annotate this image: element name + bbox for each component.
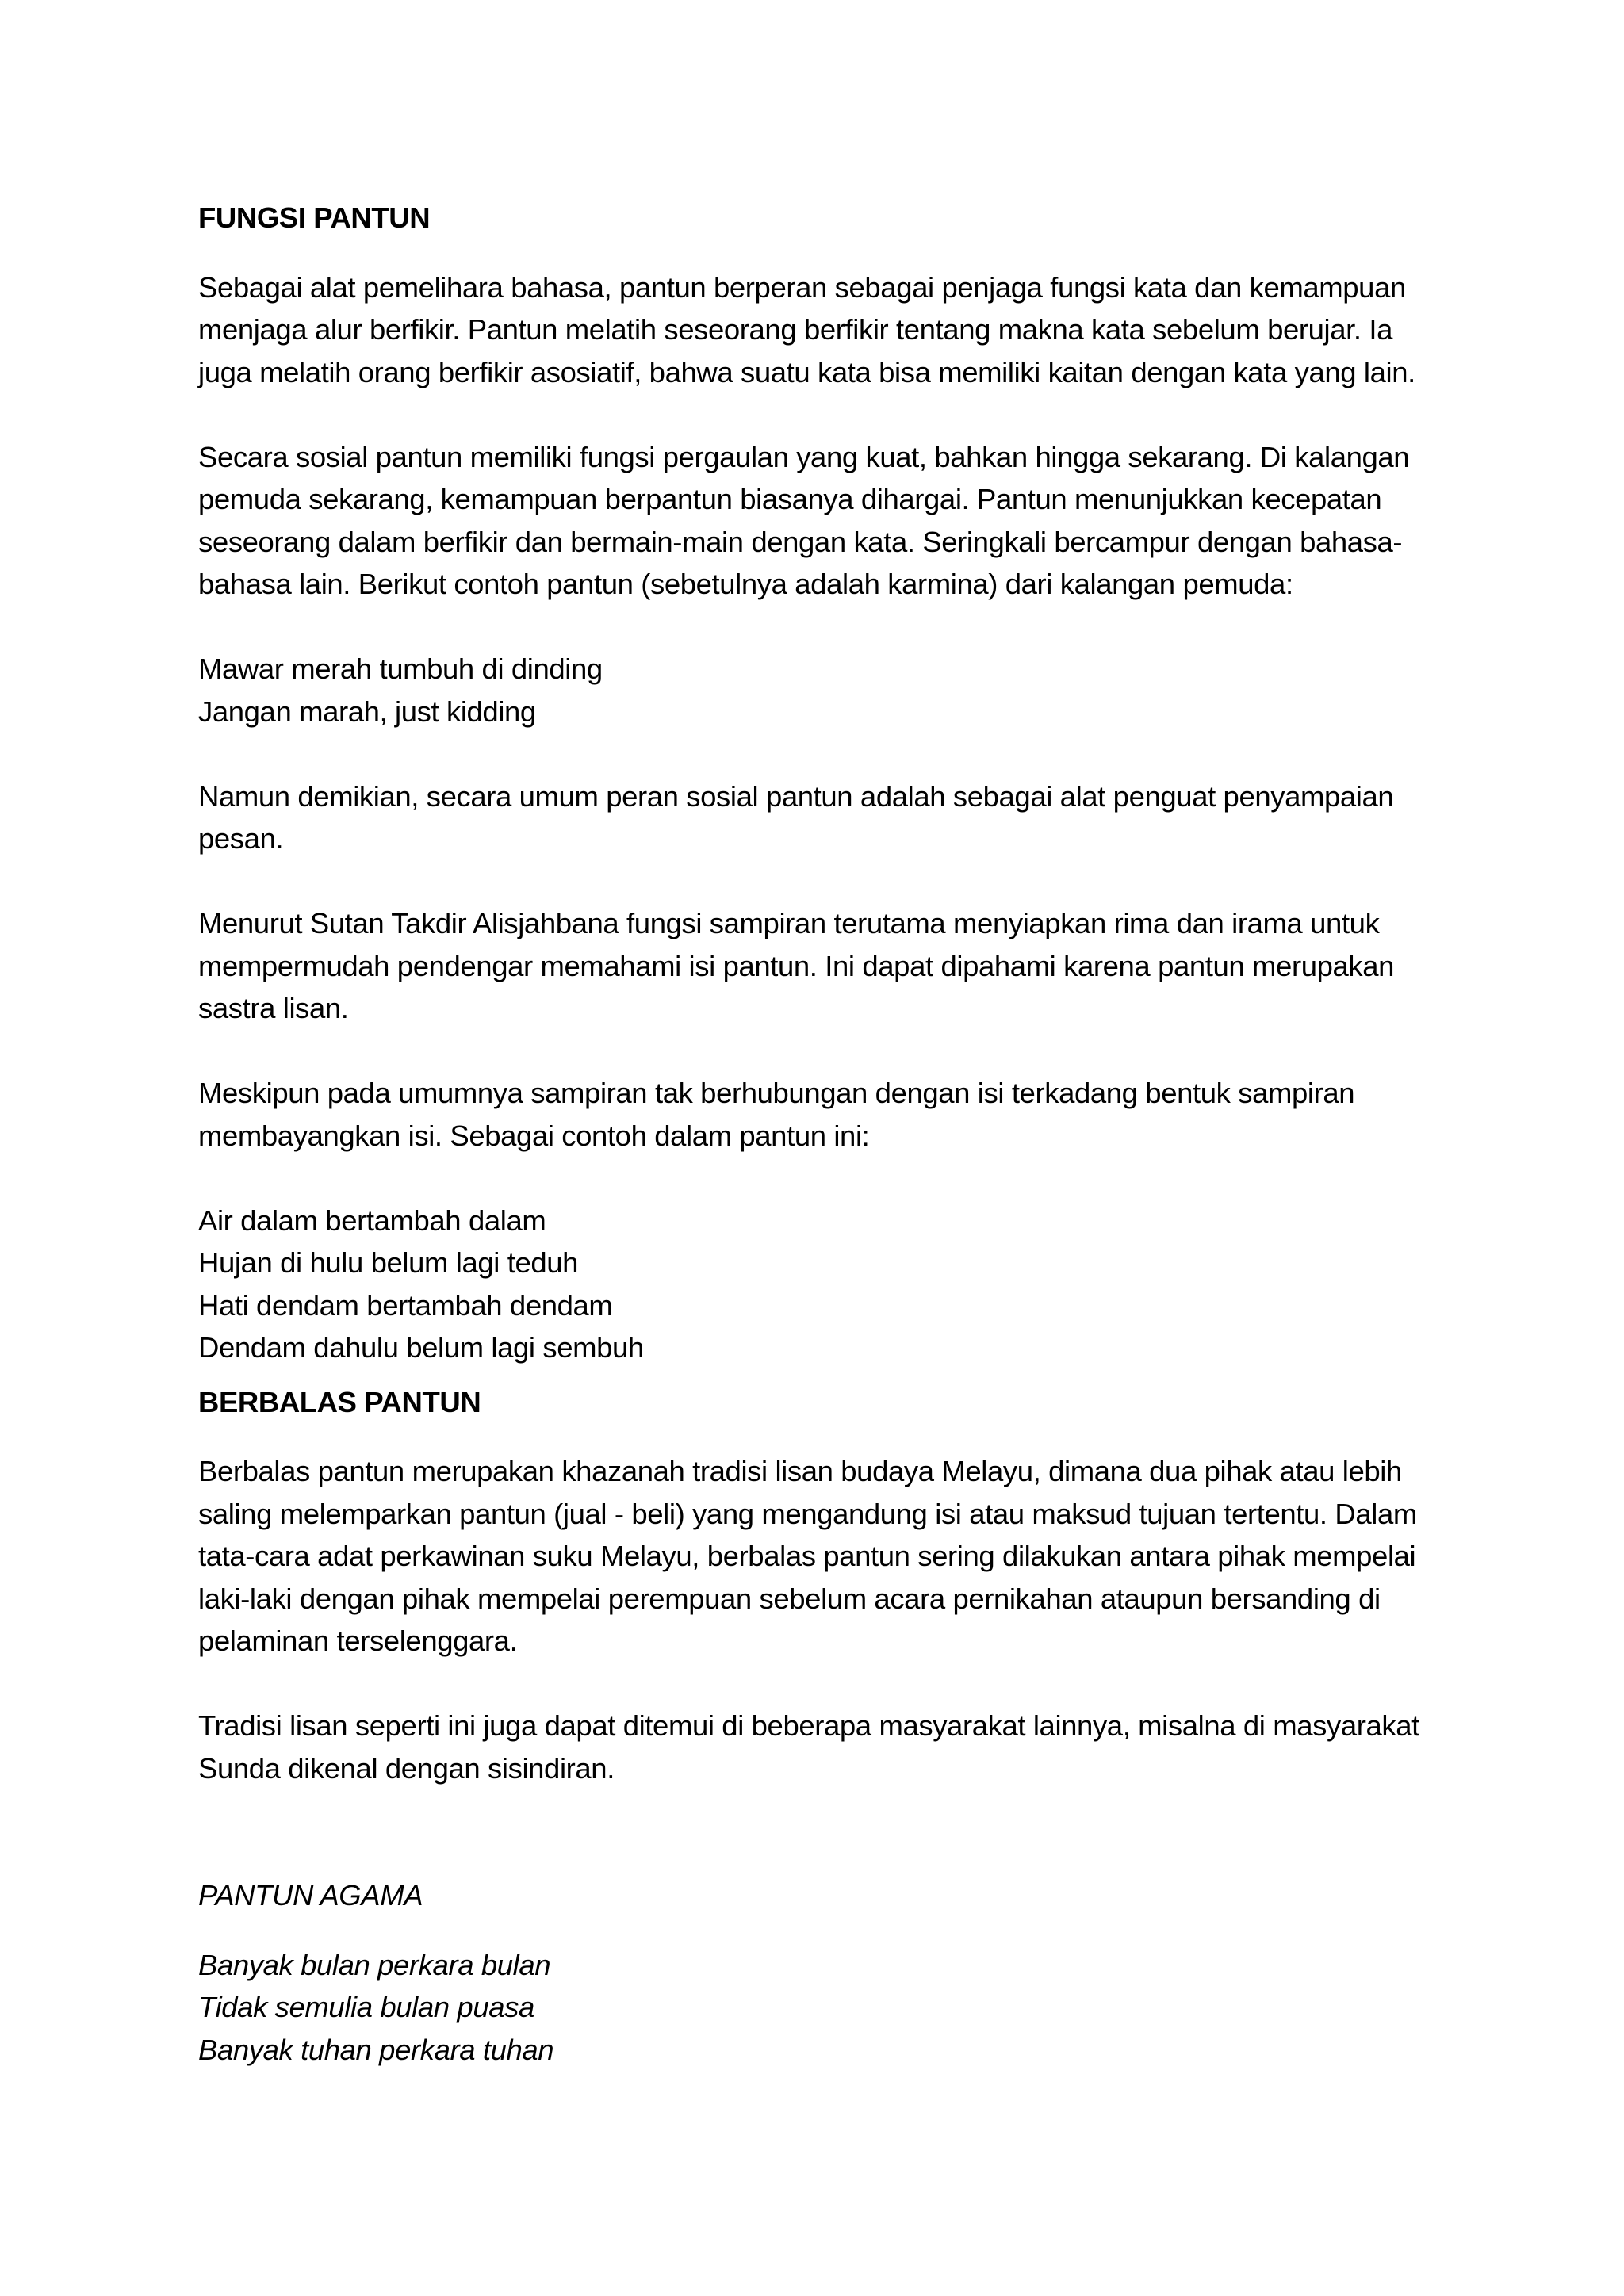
- paragraph-spacer: [198, 1030, 1435, 1073]
- verse-line: Tidak semulia bulan puasa: [198, 1991, 534, 2023]
- paragraph-line: Namun demikian, secara umum peran sosial pantun adalah sebagai alat penguat penyampaian: [198, 779, 1394, 813]
- paragraph-line: tata-cara adat perkawinan suku Melayu, berbalas pantun sering dilakukan antara pihak mempelai: [198, 1540, 1416, 1572]
- paragraph-line: seseorang dalam berfikir dan bermain-main dengan kata. Seringkali bercampur dengan bahasa-: [198, 525, 1403, 558]
- paragraph-line: mempermudah pendengar memahami isi pantun. Ini dapat dipahami karena pantun merupakan: [198, 949, 1395, 982]
- paragraph-spacer: [198, 1663, 1435, 1705]
- paragraph-line: pemuda sekarang, kemampuan berpantun biasanya dihargai. Pantun menunjukkan kecepatan: [198, 483, 1382, 515]
- verse-line: Air dalam bertambah dalam: [198, 1203, 546, 1237]
- paragraph-line: Sebagai alat pemelihara bahasa, pantun berperan sebagai penjaga fungsi kata dan kemampuan: [198, 270, 1406, 304]
- paragraph-fungsi-sosial: [198, 436, 1435, 606]
- paragraph-spacer: [198, 1157, 1435, 1200]
- paragraph-spacer: [198, 1789, 1435, 1874]
- paragraph-berbalas-pantun: [198, 1450, 1435, 1663]
- paragraph-sampiran: [198, 1072, 1435, 1157]
- verse-line: Mawar merah tumbuh di dinding: [198, 652, 603, 685]
- verse-line: Dendam dahulu belum lagi sembuh: [198, 1331, 644, 1364]
- verse-line: Hujan di hulu belum lagi teduh: [198, 1246, 579, 1279]
- paragraph-line: membayangkan isi. Sebagai contoh dalam pantun ini:: [198, 1119, 870, 1152]
- verse-karmina: [198, 648, 1435, 733]
- paragraph-spacer: [198, 733, 1435, 775]
- paragraph-line: menjaga alur berfikir. Pantun melatih seseorang berfikir tentang makna kata sebelum berujar. Ia: [198, 313, 1392, 346]
- paragraph-line: juga melatih orang berfikir asosiatif, bahwa suatu kata bisa memiliki kaitan dengan kata yang lain.: [198, 355, 1415, 388]
- paragraph-tradisi-lisan: [198, 1705, 1435, 1789]
- paragraph-line: Tradisi lisan seperti ini juga dapat ditemui di beberapa masyarakat lainnya, misalna di masyarakat: [198, 1709, 1419, 1742]
- paragraph-sutan-takdir: [198, 902, 1435, 1030]
- verse-pantun-agama: [198, 1944, 1435, 2072]
- paragraph-line: pelaminan terselenggara.: [198, 1624, 518, 1657]
- paragraph-line: Meskipun pada umumnya sampiran tak berhubungan dengan isi terkadang bentuk sampiran: [198, 1077, 1355, 1109]
- paragraph-line: sastra lisan.: [198, 992, 349, 1024]
- paragraph-peran-sosial: [198, 775, 1435, 860]
- paragraph-spacer: [198, 393, 1435, 436]
- verse-air-dalam: [198, 1200, 1435, 1369]
- paragraph-line: Sunda dikenal dengan sisindiran.: [198, 1751, 615, 1785]
- verse-line: Banyak bulan perkara bulan: [198, 1948, 551, 1981]
- heading-fungsi-pantun: FUNGSI PANTUN: [198, 201, 431, 234]
- paragraph-line: Berbalas pantun merupakan khazanah tradisi lisan budaya Melayu, dimana dua pihak atau lebih: [198, 1455, 1402, 1487]
- paragraph-line: saling melemparkan pantun (jual - beli) yang mengandung isi atau maksud tujuan tertentu. Dalam: [198, 1497, 1417, 1530]
- heading-berbalas-pantun: BERBALAS PANTUN: [198, 1385, 481, 1418]
- paragraph-alat-pemelihara-bahasa: [198, 266, 1435, 394]
- verse-line: Banyak tuhan perkara tuhan: [198, 2033, 554, 2066]
- verse-line: Hati dendam bertambah dendam: [198, 1288, 613, 1322]
- paragraph-spacer: [198, 860, 1435, 903]
- paragraph-line: Secara sosial pantun memiliki fungsi pergaulan yang kuat, bahkan hingga sekarang. Di kalangan: [198, 440, 1410, 473]
- heading-pantun-agama: PANTUN AGAMA: [198, 1879, 423, 1911]
- paragraph-line: Menurut Sutan Takdir Alisjahbana fungsi sampiran terutama menyiapkan rima dan irama untuk: [198, 907, 1380, 939]
- verse-line: Jangan marah, just kidding: [198, 695, 536, 728]
- paragraph-line: laki-laki dengan pihak mempelai perempuan sebelum acara pernikahan ataupun bersanding di: [198, 1582, 1381, 1615]
- paragraph-spacer: [198, 1369, 1435, 1381]
- paragraph-line: bahasa lain. Berikut contoh pantun (sebetulnya adalah karmina) dari kalangan pemuda:: [198, 568, 1293, 600]
- paragraph-line: pesan.: [198, 822, 284, 855]
- paragraph-spacer: [198, 606, 1435, 649]
- document-page: [198, 197, 1435, 2071]
